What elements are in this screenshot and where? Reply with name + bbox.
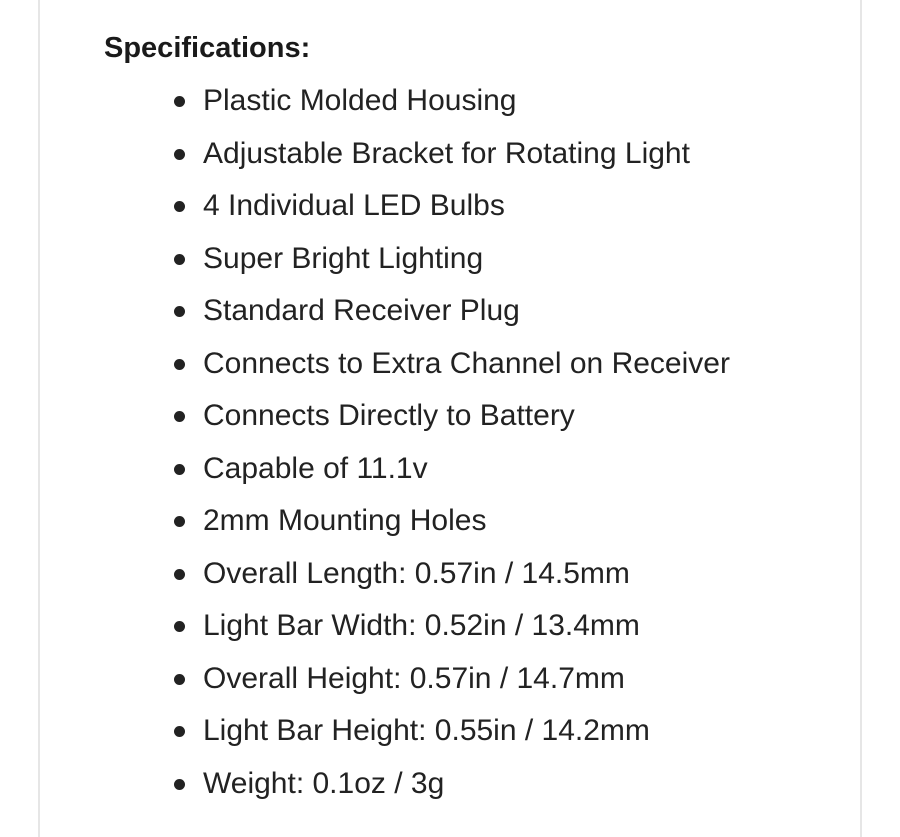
bullet-icon — [174, 254, 185, 265]
spec-item-text: Light Bar Height: 0.55in / 14.2mm — [203, 714, 650, 747]
spec-item-text: Plastic Molded Housing — [203, 84, 517, 117]
bullet-icon — [174, 516, 185, 527]
spec-item-text: Connects Directly to Battery — [203, 399, 575, 432]
spec-item — [104, 184, 844, 237]
spec-item — [104, 132, 844, 185]
specifications-list — [104, 79, 844, 814]
spec-item — [104, 342, 844, 395]
spec-item-text: Super Bright Lighting — [203, 241, 484, 275]
spec-item-text: 4 Individual LED Bulbs — [203, 189, 505, 222]
spec-item — [104, 237, 844, 290]
spec-item-text: 2mm Mounting Holes — [203, 504, 487, 537]
bullet-icon — [174, 779, 185, 790]
spec-item-text: Overall Length: 0.57in / 14.5mm — [203, 556, 630, 590]
bullet-icon — [174, 149, 185, 160]
bullet-icon — [174, 411, 185, 422]
bullet-icon — [174, 306, 185, 317]
spec-item — [104, 604, 844, 657]
bullet-icon — [174, 726, 185, 737]
bullet-icon — [174, 674, 185, 685]
bullet-icon — [174, 359, 185, 370]
spec-item-text: Weight: 0.1oz / 3g — [203, 766, 445, 800]
bullet-icon — [174, 569, 185, 580]
bullet-icon — [174, 96, 185, 107]
spec-item-text: Capable of 11.1v — [203, 451, 428, 485]
spec-item — [104, 79, 844, 132]
spec-item — [104, 447, 844, 500]
spec-item — [104, 762, 844, 815]
spec-item-text: Connects to Extra Channel on Receiver — [203, 346, 730, 380]
spec-item-text: Adjustable Bracket for Rotating Light — [203, 136, 690, 170]
left-border-line — [38, 0, 40, 837]
specifications-section — [104, 28, 844, 814]
spec-item — [104, 289, 844, 342]
spec-item-text: Standard Receiver Plug — [203, 294, 520, 327]
bullet-icon — [174, 464, 185, 475]
spec-item-text: Overall Height: 0.57in / 14.7mm — [203, 661, 625, 695]
spec-item — [104, 552, 844, 605]
bullet-icon — [174, 621, 185, 632]
spec-item — [104, 657, 844, 710]
bullet-icon — [174, 201, 185, 212]
spec-item-text: Light Bar Width: 0.52in / 13.4mm — [203, 609, 640, 642]
specifications-heading: Specifications: — [104, 32, 311, 64]
right-border-line — [860, 0, 862, 837]
spec-item — [104, 394, 844, 447]
spec-item — [104, 499, 844, 552]
spec-item — [104, 709, 844, 762]
